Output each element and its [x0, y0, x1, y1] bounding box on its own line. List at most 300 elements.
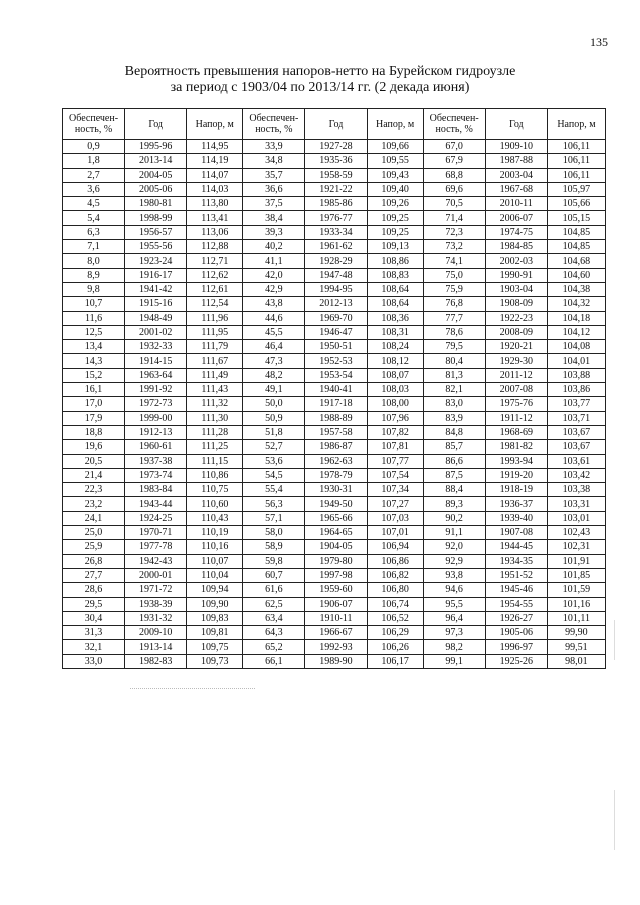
table-row [63, 640, 606, 654]
table-cell: 103,61 [547, 454, 605, 468]
table-cell: 87,5 [423, 468, 485, 482]
footnote-line [130, 688, 255, 689]
table-row [63, 583, 606, 597]
table-cell: 1930-31 [305, 483, 367, 497]
table-cell: 30,4 [63, 611, 125, 625]
table-cell: 109,25 [367, 211, 423, 225]
table-cell: 34,8 [243, 154, 305, 168]
table-cell: 20,5 [63, 454, 125, 468]
table-cell: 1913-14 [125, 640, 187, 654]
table-cell: 1976-77 [305, 211, 367, 225]
table-cell: 28,6 [63, 583, 125, 597]
table-cell: 1945-46 [485, 583, 547, 597]
table-cell: 1905-06 [485, 626, 547, 640]
column-header: Год [305, 109, 367, 140]
table-cell: 1,8 [63, 154, 125, 168]
column-header: Обеспечен-ность, % [243, 109, 305, 140]
table-cell: 17,0 [63, 397, 125, 411]
table-row [63, 225, 606, 239]
table-cell: 112,54 [187, 297, 243, 311]
table-cell: 114,03 [187, 182, 243, 196]
table-cell: 106,80 [367, 583, 423, 597]
table-cell: 111,79 [187, 340, 243, 354]
table-cell: 1978-79 [305, 468, 367, 482]
table-cell: 1969-70 [305, 311, 367, 325]
table-row [63, 554, 606, 568]
table-cell: 36,6 [243, 182, 305, 196]
table-cell: 12,5 [63, 325, 125, 339]
table-cell: 1938-39 [125, 597, 187, 611]
table-cell: 108,00 [367, 397, 423, 411]
table-cell: 1988-89 [305, 411, 367, 425]
table-cell: 1983-84 [125, 483, 187, 497]
table-cell: 94,6 [423, 583, 485, 597]
table-cell: 104,18 [547, 311, 605, 325]
table-cell: 11,6 [63, 311, 125, 325]
table-cell: 108,03 [367, 383, 423, 397]
table-cell: 35,7 [243, 168, 305, 182]
table-cell: 1989-90 [305, 654, 367, 668]
table-cell: 110,16 [187, 540, 243, 554]
table-cell: 1961-62 [305, 240, 367, 254]
table-cell: 1949-50 [305, 497, 367, 511]
table-cell: 102,43 [547, 526, 605, 540]
table-cell: 68,8 [423, 168, 485, 182]
table-cell: 2013-14 [125, 154, 187, 168]
table-cell: 108,36 [367, 311, 423, 325]
table-cell: 1933-34 [305, 225, 367, 239]
table-cell: 73,2 [423, 240, 485, 254]
table-row [63, 597, 606, 611]
table-cell: 110,60 [187, 497, 243, 511]
table-cell: 106,82 [367, 568, 423, 582]
table-cell: 91,1 [423, 526, 485, 540]
table-cell: 98,01 [547, 654, 605, 668]
table-row [63, 511, 606, 525]
table-cell: 89,3 [423, 497, 485, 511]
table-cell: 39,3 [243, 225, 305, 239]
table-cell: 107,81 [367, 440, 423, 454]
table-cell: 1910-11 [305, 611, 367, 625]
table-cell: 106,11 [547, 168, 605, 182]
table-cell: 1942-43 [125, 554, 187, 568]
table-cell: 101,16 [547, 597, 605, 611]
table-cell: 38,4 [243, 211, 305, 225]
table-cell: 1937-38 [125, 454, 187, 468]
table-cell: 1987-88 [485, 154, 547, 168]
table-cell: 2004-05 [125, 168, 187, 182]
table-cell: 57,1 [243, 511, 305, 525]
table-cell: 1948-49 [125, 311, 187, 325]
table-row [63, 497, 606, 511]
table-cell: 99,90 [547, 626, 605, 640]
table-row [63, 340, 606, 354]
table-cell: 99,1 [423, 654, 485, 668]
table-cell: 1959-60 [305, 583, 367, 597]
table-cell: 88,4 [423, 483, 485, 497]
table-cell: 1984-85 [485, 240, 547, 254]
table-cell: 111,30 [187, 411, 243, 425]
table-row [63, 483, 606, 497]
table-cell: 2,7 [63, 168, 125, 182]
table-cell: 81,3 [423, 368, 485, 382]
table-cell: 1941-42 [125, 282, 187, 296]
table-cell: 54,5 [243, 468, 305, 482]
scan-speck [614, 790, 615, 850]
table-cell: 1956-57 [125, 225, 187, 239]
table-cell: 1979-80 [305, 554, 367, 568]
table-cell: 1957-58 [305, 425, 367, 439]
table-cell: 108,07 [367, 368, 423, 382]
table-cell: 1924-25 [125, 511, 187, 525]
table-header-row [63, 109, 606, 140]
table-cell: 76,8 [423, 297, 485, 311]
table-cell: 13,4 [63, 340, 125, 354]
page-number: 135 [590, 35, 608, 49]
table-cell: 111,32 [187, 397, 243, 411]
table-cell: 1997-98 [305, 568, 367, 582]
table-cell: 109,81 [187, 626, 243, 640]
table-cell: 70,5 [423, 197, 485, 211]
table-cell: 33,0 [63, 654, 125, 668]
table-cell: 8,9 [63, 268, 125, 282]
table-cell: 105,97 [547, 182, 605, 196]
table-cell: 112,88 [187, 240, 243, 254]
table-cell: 2002-03 [485, 254, 547, 268]
table-cell: 1973-74 [125, 468, 187, 482]
table-cell: 23,2 [63, 497, 125, 511]
table-cell: 1946-47 [305, 325, 367, 339]
document-title [0, 64, 640, 96]
table-row [63, 440, 606, 454]
table-cell: 1903-04 [485, 282, 547, 296]
table-cell: 44,6 [243, 311, 305, 325]
table-cell: 58,0 [243, 526, 305, 540]
table-cell: 1934-35 [485, 554, 547, 568]
table-cell: 109,13 [367, 240, 423, 254]
table-row [63, 168, 606, 182]
table-cell: 103,67 [547, 425, 605, 439]
table-cell: 1994-95 [305, 282, 367, 296]
table-cell: 1993-94 [485, 454, 547, 468]
table-cell: 1975-76 [485, 397, 547, 411]
table-cell: 105,66 [547, 197, 605, 211]
table-cell: 103,42 [547, 468, 605, 482]
table-cell: 1980-81 [125, 197, 187, 211]
table-cell: 72,3 [423, 225, 485, 239]
table-cell: 83,0 [423, 397, 485, 411]
table-cell: 1968-69 [485, 425, 547, 439]
table-cell: 111,25 [187, 440, 243, 454]
table-cell: 107,77 [367, 454, 423, 468]
table-row [63, 282, 606, 296]
table-cell: 3,6 [63, 182, 125, 196]
table-cell: 108,12 [367, 354, 423, 368]
table-cell: 2007-08 [485, 383, 547, 397]
table-cell: 90,2 [423, 511, 485, 525]
column-header: Год [125, 109, 187, 140]
table-cell: 1911-12 [485, 411, 547, 425]
table-cell: 4,5 [63, 197, 125, 211]
table-row [63, 411, 606, 425]
table-cell: 108,64 [367, 297, 423, 311]
table-cell: 56,3 [243, 497, 305, 511]
table-cell: 45,5 [243, 325, 305, 339]
scan-speck [614, 620, 615, 660]
table-cell: 103,86 [547, 383, 605, 397]
table-cell: 2000-01 [125, 568, 187, 582]
table-cell: 107,96 [367, 411, 423, 425]
table-row [63, 240, 606, 254]
table-cell: 1919-20 [485, 468, 547, 482]
table-cell: 40,2 [243, 240, 305, 254]
table-cell: 42,9 [243, 282, 305, 296]
table-cell: 1952-53 [305, 354, 367, 368]
table-cell: 1932-33 [125, 340, 187, 354]
table-cell: 1935-36 [305, 154, 367, 168]
table-cell: 112,61 [187, 282, 243, 296]
table-cell: 1966-67 [305, 626, 367, 640]
table-cell: 1931-32 [125, 611, 187, 625]
table-cell: 92,0 [423, 540, 485, 554]
table-cell: 104,01 [547, 354, 605, 368]
table-body [63, 140, 606, 669]
table-cell: 46,4 [243, 340, 305, 354]
table-row [63, 425, 606, 439]
table-cell: 103,77 [547, 397, 605, 411]
table-cell: 1936-37 [485, 497, 547, 511]
table-cell: 103,71 [547, 411, 605, 425]
table-cell: 106,29 [367, 626, 423, 640]
table-cell: 1964-65 [305, 526, 367, 540]
table-cell: 109,83 [187, 611, 243, 625]
table-cell: 60,7 [243, 568, 305, 582]
table-cell: 104,85 [547, 240, 605, 254]
table-cell: 110,86 [187, 468, 243, 482]
table-cell: 108,64 [367, 282, 423, 296]
table-cell: 10,7 [63, 297, 125, 311]
table-cell: 101,11 [547, 611, 605, 625]
table-cell: 21,4 [63, 468, 125, 482]
table-cell: 110,75 [187, 483, 243, 497]
table-cell: 1986-87 [305, 440, 367, 454]
table-cell: 1908-09 [485, 297, 547, 311]
table-cell: 27,7 [63, 568, 125, 582]
table-cell: 112,62 [187, 268, 243, 282]
table-row [63, 311, 606, 325]
table-cell: 77,7 [423, 311, 485, 325]
table-cell: 1904-05 [305, 540, 367, 554]
table-cell: 79,5 [423, 340, 485, 354]
table-cell: 1925-26 [485, 654, 547, 668]
table-cell: 101,85 [547, 568, 605, 582]
table-cell: 104,08 [547, 340, 605, 354]
table-cell: 84,8 [423, 425, 485, 439]
table-cell: 47,3 [243, 354, 305, 368]
table-cell: 75,9 [423, 282, 485, 296]
table-cell: 1943-44 [125, 497, 187, 511]
table-cell: 104,68 [547, 254, 605, 268]
table-row [63, 383, 606, 397]
table-cell: 1920-21 [485, 340, 547, 354]
table-cell: 25,0 [63, 526, 125, 540]
table-cell: 106,26 [367, 640, 423, 654]
table-cell: 1951-52 [485, 568, 547, 582]
table-cell: 104,85 [547, 225, 605, 239]
table-cell: 51,8 [243, 425, 305, 439]
table-cell: 2011-12 [485, 368, 547, 382]
table-row [63, 540, 606, 554]
table-cell: 111,15 [187, 454, 243, 468]
table-cell: 105,15 [547, 211, 605, 225]
table-cell: 2012-13 [305, 297, 367, 311]
table-cell: 111,49 [187, 368, 243, 382]
table-cell: 0,9 [63, 140, 125, 154]
table-cell: 1927-28 [305, 140, 367, 154]
table-cell: 110,19 [187, 526, 243, 540]
table-row [63, 254, 606, 268]
table-cell: 71,4 [423, 211, 485, 225]
table-cell: 67,9 [423, 154, 485, 168]
table-row [63, 468, 606, 482]
table-cell: 2001-02 [125, 325, 187, 339]
table-cell: 33,9 [243, 140, 305, 154]
table-cell: 103,38 [547, 483, 605, 497]
table-cell: 1970-71 [125, 526, 187, 540]
table-cell: 61,6 [243, 583, 305, 597]
table-cell: 29,5 [63, 597, 125, 611]
table-cell: 9,8 [63, 282, 125, 296]
table-cell: 74,1 [423, 254, 485, 268]
table-cell: 1982-83 [125, 654, 187, 668]
table-cell: 110,07 [187, 554, 243, 568]
table-cell: 80,4 [423, 354, 485, 368]
table-cell: 1996-97 [485, 640, 547, 654]
data-table [62, 108, 606, 669]
table-row [63, 325, 606, 339]
table-cell: 1972-73 [125, 397, 187, 411]
table-cell: 103,67 [547, 440, 605, 454]
table-cell: 2006-07 [485, 211, 547, 225]
table-row [63, 354, 606, 368]
table-cell: 106,11 [547, 140, 605, 154]
table-cell: 1991-92 [125, 383, 187, 397]
table-cell: 1967-68 [485, 182, 547, 196]
table-cell: 1916-17 [125, 268, 187, 282]
table-cell: 1954-55 [485, 597, 547, 611]
table-cell: 109,94 [187, 583, 243, 597]
table-cell: 83,9 [423, 411, 485, 425]
table-cell: 1914-15 [125, 354, 187, 368]
column-header: Напор, м [367, 109, 423, 140]
table-cell: 111,43 [187, 383, 243, 397]
table-cell: 114,07 [187, 168, 243, 182]
table-cell: 59,8 [243, 554, 305, 568]
table-cell: 104,12 [547, 325, 605, 339]
table-cell: 108,24 [367, 340, 423, 354]
table-row [63, 297, 606, 311]
table-cell: 1939-40 [485, 511, 547, 525]
table-row [63, 611, 606, 625]
table-cell: 64,3 [243, 626, 305, 640]
table-cell: 107,03 [367, 511, 423, 525]
table-cell: 1962-63 [305, 454, 367, 468]
table-cell: 1992-93 [305, 640, 367, 654]
table-row [63, 568, 606, 582]
table-cell: 1990-91 [485, 268, 547, 282]
table-cell: 1921-22 [305, 182, 367, 196]
table-cell: 2010-11 [485, 197, 547, 211]
table-cell: 86,6 [423, 454, 485, 468]
table-row [63, 368, 606, 382]
table-cell: 106,52 [367, 611, 423, 625]
table-cell: 1998-99 [125, 211, 187, 225]
table-cell: 102,31 [547, 540, 605, 554]
table-cell: 67,0 [423, 140, 485, 154]
table-cell: 109,66 [367, 140, 423, 154]
table-cell: 1923-24 [125, 254, 187, 268]
table-cell: 1958-59 [305, 168, 367, 182]
table-cell: 1922-23 [485, 311, 547, 325]
table-cell: 104,32 [547, 297, 605, 311]
table-cell: 103,88 [547, 368, 605, 382]
table-row [63, 197, 606, 211]
table-cell: 1940-41 [305, 383, 367, 397]
table-cell: 1917-18 [305, 397, 367, 411]
table-cell: 107,34 [367, 483, 423, 497]
table-cell: 104,60 [547, 268, 605, 282]
table-cell: 2005-06 [125, 182, 187, 196]
table-cell: 8,0 [63, 254, 125, 268]
table-cell: 1926-27 [485, 611, 547, 625]
table-cell: 55,4 [243, 483, 305, 497]
table-cell: 65,2 [243, 640, 305, 654]
table-cell: 14,3 [63, 354, 125, 368]
table-cell: 112,71 [187, 254, 243, 268]
table-cell: 111,28 [187, 425, 243, 439]
table-cell: 1999-00 [125, 411, 187, 425]
table-cell: 107,54 [367, 468, 423, 482]
table-cell: 111,96 [187, 311, 243, 325]
table-cell: 96,4 [423, 611, 485, 625]
table-cell: 113,80 [187, 197, 243, 211]
table-cell: 109,43 [367, 168, 423, 182]
table-cell: 43,8 [243, 297, 305, 311]
table-cell: 109,26 [367, 197, 423, 211]
table-row [63, 526, 606, 540]
table-cell: 37,5 [243, 197, 305, 211]
table-cell: 101,59 [547, 583, 605, 597]
column-header: Обеспечен-ность, % [423, 109, 485, 140]
table-cell: 107,01 [367, 526, 423, 540]
table-row [63, 268, 606, 282]
table-cell: 26,8 [63, 554, 125, 568]
table-cell: 75,0 [423, 268, 485, 282]
table-cell: 1965-66 [305, 511, 367, 525]
table-cell: 1953-54 [305, 368, 367, 382]
table-cell: 111,67 [187, 354, 243, 368]
table-cell: 106,86 [367, 554, 423, 568]
table-cell: 111,95 [187, 325, 243, 339]
table-cell: 1981-82 [485, 440, 547, 454]
table-cell: 1909-10 [485, 140, 547, 154]
table-cell: 1944-45 [485, 540, 547, 554]
table-cell: 85,7 [423, 440, 485, 454]
table-cell: 32,1 [63, 640, 125, 654]
table-cell: 1912-13 [125, 425, 187, 439]
table-cell: 1977-78 [125, 540, 187, 554]
table-cell: 110,04 [187, 568, 243, 582]
